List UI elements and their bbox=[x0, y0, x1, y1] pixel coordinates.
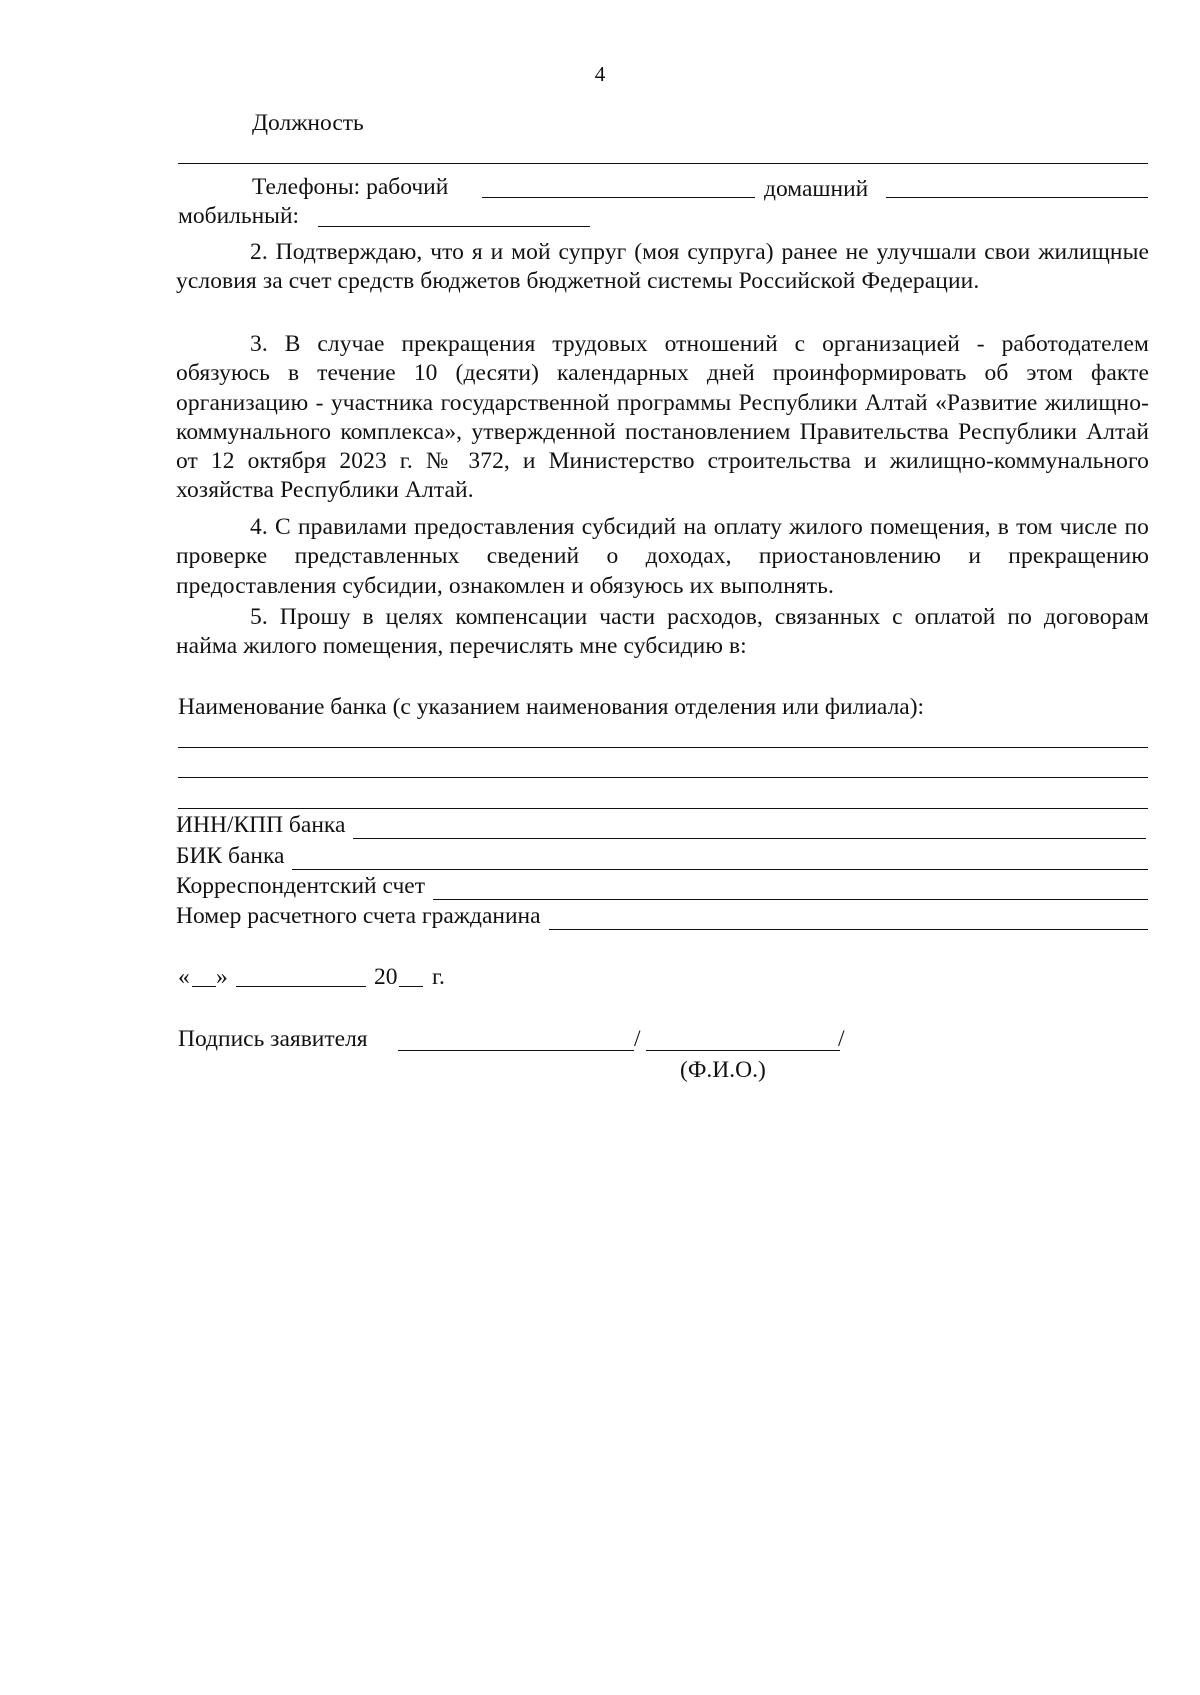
corr-account-label: Корреспондентский счет bbox=[176, 873, 425, 899]
signature-separator: / bbox=[634, 1026, 641, 1052]
year-suffix: г. bbox=[432, 964, 445, 990]
account-number-field[interactable] bbox=[176, 903, 1148, 930]
page-number: 4 bbox=[594, 62, 606, 86]
paragraph-3: 3. В случае прекращения трудовых отношений с организацией - работодателем обязуюсь в течение 10 (десяти) календарных дней проинформировать об этом факте организацию - участника государственной программы Республики Алтай «Развитие жилищно-коммунального комплекса», утвержденной постановлением Правительства Республики Алтай от 12 октября 2023 г. № 372, и Министерство строительства и жилищно-коммунального хозяйства Республики Алтай. bbox=[176, 331, 1149, 504]
home-phone-fill-line[interactable] bbox=[886, 197, 1148, 198]
home-phone-label: домашний bbox=[764, 176, 869, 202]
paragraph-5: 5. Прошу в целях компенсации части расходов, связанных с оплатой по договорам найма жилого помещения, перечислять мне субсидию в: bbox=[176, 604, 1149, 660]
fio-caption: (Ф.И.О.) bbox=[680, 1057, 766, 1083]
bik-label: БИК банка bbox=[176, 843, 285, 869]
signature-end: / bbox=[838, 1026, 845, 1052]
paragraph-4: 4. С правилами предоставления субсидий на оплату жилого помещения, в том числе по проверке представленных сведений о доходах, приостановлению и прекращению предоставления субсидии, ознакомлен и обязуюсь их выполнять. bbox=[176, 514, 1149, 599]
position-label: Должность bbox=[252, 110, 364, 136]
mobile-phone-fill-line[interactable] bbox=[318, 226, 590, 227]
year-prefix: 20 bbox=[374, 964, 398, 990]
account-number-fill-line[interactable] bbox=[549, 909, 1148, 930]
corr-account-field[interactable] bbox=[176, 873, 1148, 900]
inn-kpp-label: ИНН/КПП банка bbox=[176, 812, 346, 838]
corr-account-fill-line[interactable] bbox=[433, 879, 1148, 900]
bank-name-line-2[interactable] bbox=[178, 777, 1148, 778]
date-open-quote: « bbox=[178, 964, 190, 990]
bank-name-line-3[interactable] bbox=[178, 808, 1148, 809]
bank-name-line-1[interactable] bbox=[178, 747, 1148, 748]
bik-fill-line[interactable] bbox=[292, 849, 1148, 870]
signature-label: Подпись заявителя bbox=[178, 1026, 368, 1052]
bik-field[interactable] bbox=[176, 843, 1148, 870]
mobile-phone-label: мобильный: bbox=[178, 203, 300, 229]
day-fill-line[interactable] bbox=[192, 986, 216, 987]
work-phone-fill-line[interactable] bbox=[482, 197, 755, 198]
account-number-label: Номер расчетного счета гражданина bbox=[176, 903, 541, 929]
year-fill-line[interactable] bbox=[399, 986, 423, 987]
bank-name-label: Наименование банка (с указанием наименования отделения или филиала): bbox=[178, 694, 925, 720]
date-close-quote: » bbox=[216, 964, 228, 990]
month-fill-line[interactable] bbox=[236, 986, 366, 987]
inn-kpp-field[interactable] bbox=[176, 812, 1146, 839]
signature-fill-line[interactable] bbox=[398, 1050, 634, 1051]
work-phone-label: Телефоны: рабочий bbox=[252, 174, 449, 200]
inn-kpp-fill-line[interactable] bbox=[353, 818, 1146, 839]
position-fill-line[interactable] bbox=[178, 163, 1148, 164]
paragraph-2: 2. Подтверждаю, что я и мой супруг (моя супруга) ранее не улучшали свои жилищные условия за счет средств бюджетов бюджетной системы Российской Федерации. bbox=[176, 239, 1149, 295]
fio-fill-line[interactable] bbox=[646, 1050, 840, 1051]
